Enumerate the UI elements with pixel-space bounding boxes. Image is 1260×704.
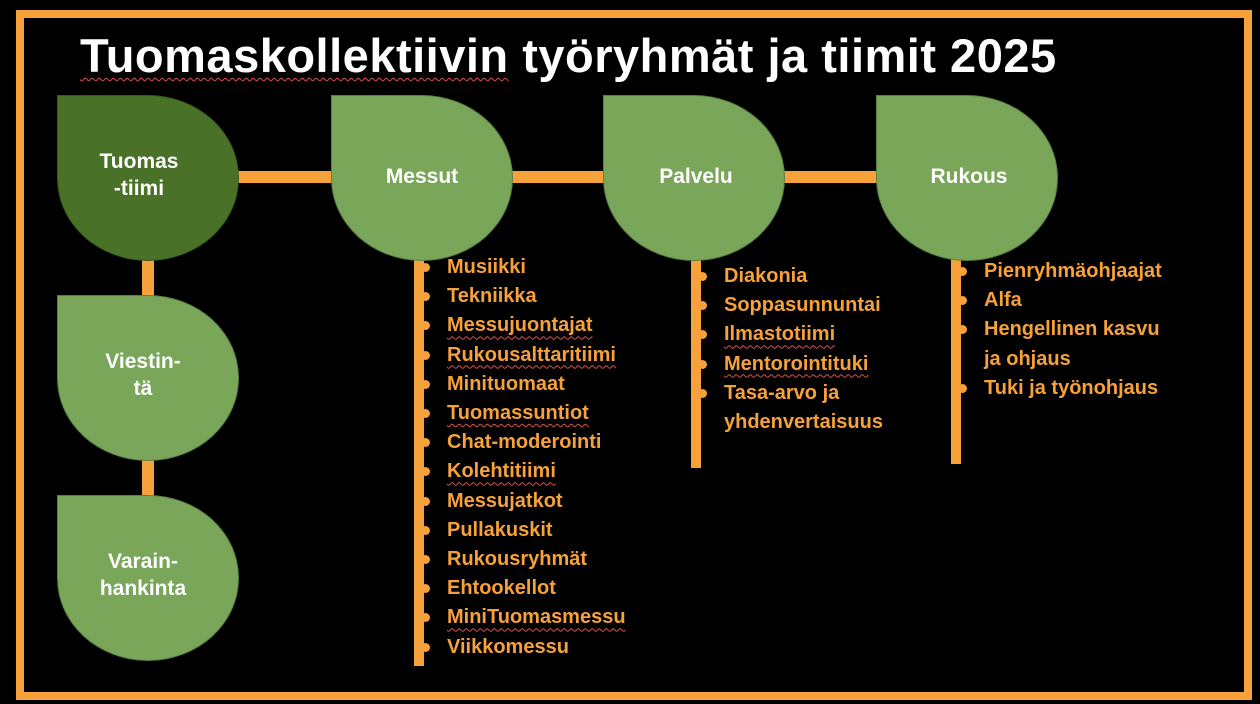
list-item-line1: Tasa-arvo ja xyxy=(724,381,840,404)
list-item: Messujuontajat xyxy=(421,311,626,340)
list-item: Ehtookellot xyxy=(421,574,626,603)
node-tuomastiimi-line2: -tiimi xyxy=(113,177,165,200)
connector-viestinta-varainhankinta xyxy=(142,458,154,496)
list-item: Alfa xyxy=(958,286,1162,315)
node-rukous-label: Rukous xyxy=(930,164,1008,188)
list-item: Tuki ja työnohjaus xyxy=(958,374,1162,403)
node-tuomastiimi xyxy=(57,95,239,261)
node-palvelu-label: Palvelu xyxy=(659,164,733,188)
list-item: Soppasunnuntai xyxy=(698,291,883,320)
list-rukous xyxy=(958,257,1162,403)
list-item: Messujatkot xyxy=(421,487,626,516)
list-item: Mentorointituki xyxy=(698,350,883,379)
list-item: Viikkomessu xyxy=(421,633,626,662)
node-viestinta xyxy=(57,295,239,461)
node-viestinta-line2: tä xyxy=(133,377,153,400)
list-item-line2: yhdenvertaisuus xyxy=(724,411,883,434)
list-item xyxy=(958,315,1162,373)
node-tuomastiimi-line1: Tuomas xyxy=(99,150,179,173)
list-palvelu xyxy=(698,262,883,437)
list-item: Rukousryhmät xyxy=(421,545,626,574)
list-item: Tuomassuntiot xyxy=(421,399,626,428)
title-rest: työryhmät ja tiimit 2025 xyxy=(508,29,1057,82)
node-messut-label: Messut xyxy=(385,164,459,188)
list-messut xyxy=(421,253,626,662)
list-item: Kolehtitiimi xyxy=(421,457,626,486)
list-item: Rukousalttaritiimi xyxy=(421,341,626,370)
list-item-line1: Hengellinen kasvu xyxy=(984,318,1160,341)
node-messut xyxy=(331,95,513,261)
list-item: Chat-moderointi xyxy=(421,428,626,457)
list-item: Diakonia xyxy=(698,262,883,291)
node-varainhankinta-line2: hankinta xyxy=(99,577,187,600)
node-varainhankinta xyxy=(57,495,239,661)
node-viestinta-line1: Viestin- xyxy=(105,350,181,373)
node-palvelu xyxy=(603,95,785,261)
list-item xyxy=(698,379,883,437)
list-item: Pullakuskit xyxy=(421,516,626,545)
node-varainhankinta-line1: Varain- xyxy=(107,550,179,573)
slide-title xyxy=(80,28,1230,84)
list-item: Minituomaat xyxy=(421,370,626,399)
list-item: Ilmastotiimi xyxy=(698,320,883,349)
list-item: Pienryhmäohjaajat xyxy=(958,257,1162,286)
node-rukous xyxy=(876,95,1058,261)
list-item-line2: ja ohjaus xyxy=(984,347,1071,370)
list-item: MiniTuomasmessu xyxy=(421,603,626,632)
list-item: Tekniikka xyxy=(421,282,626,311)
title-word-tuomaskollektiivin: Tuomaskollektiivin xyxy=(80,29,509,82)
list-item: Musiikki xyxy=(421,253,626,282)
